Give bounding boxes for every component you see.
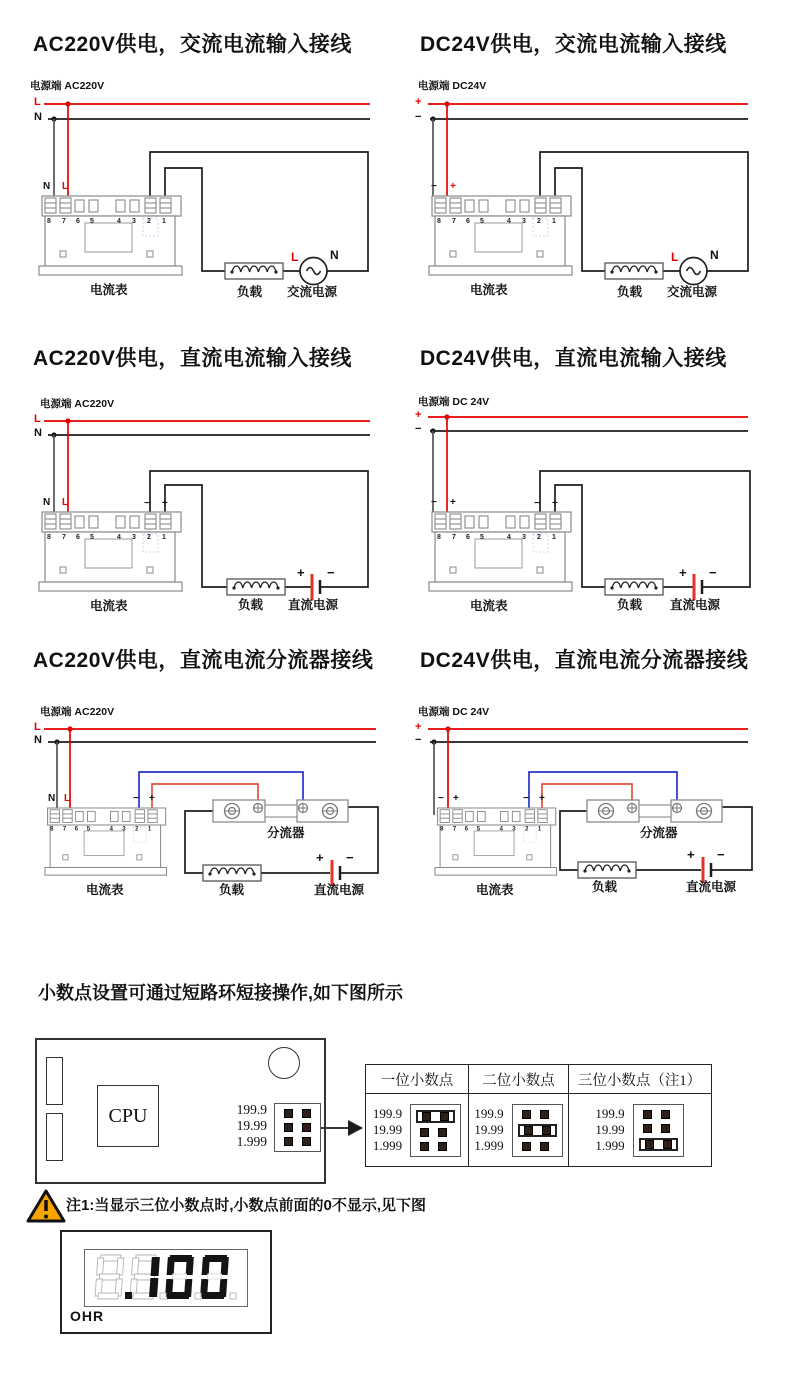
line-n-label: N (34, 427, 42, 439)
terminal-8-label: − (431, 181, 437, 192)
load-label: 负载 (238, 598, 264, 612)
diagram-6-wires (428, 726, 752, 883)
line-l-label: L (34, 96, 41, 108)
decimal-setting-heading: 小数点设置可通过短路环短接操作,如下图所示 (38, 983, 403, 1003)
line-n-label: N (34, 734, 42, 746)
terminal-1-label: + (552, 498, 558, 509)
power-terminal-label: 电源端 DC 24V (418, 396, 490, 408)
source-l-label: L (671, 250, 679, 264)
meter-display-unit (60, 1230, 272, 1334)
shunt-label: 分流器 (267, 826, 305, 840)
two-decimal-cell: 199.9 19.99 1.999 (468, 1094, 569, 1166)
meter-label: 电流表 (470, 599, 508, 613)
diagram-3-title: AC220V供电，直流电流输入接线 (33, 347, 352, 370)
terminal-8-label: − (431, 497, 437, 508)
battery-minus-label: − (717, 847, 725, 862)
source-n-label: N (710, 248, 719, 262)
board-hole (268, 1047, 300, 1079)
diagram-2-wires (428, 101, 748, 284)
diagram-5-title: AC220V供电，直流电流分流器接线 (33, 649, 374, 672)
terminal-2-label: − (144, 498, 150, 509)
power-terminal-label: 电源端 DC 24V (418, 706, 490, 718)
terminal-7-label: + (453, 793, 459, 804)
column-header: 二位小数点 (468, 1065, 569, 1093)
line-minus-label: − (415, 111, 422, 123)
power-terminal-label: 电源端 DC24V (418, 80, 487, 92)
source-label: 直流电源 (314, 883, 365, 897)
terminal-2-label: − (523, 793, 529, 804)
line-l-label: L (34, 721, 41, 733)
terminal-7-label: + (450, 181, 456, 192)
terminal-8-label: N (43, 181, 51, 192)
terminal-numbers: 8 7 6 5 4 3 2 1 (50, 826, 152, 832)
power-terminal-label: 电源端 AC220V (40, 706, 115, 718)
terminal-7-label: L (62, 181, 69, 192)
terminal-numbers: 8 7 6 5 4 3 2 1 (47, 534, 166, 541)
terminal-numbers: 8 7 6 5 4 3 2 1 (437, 218, 556, 225)
load-label: 负载 (237, 285, 263, 299)
load-label: 负载 (219, 883, 245, 897)
line-minus-label: − (415, 734, 422, 746)
warning-icon (28, 1191, 64, 1221)
line-n-label: N (34, 111, 42, 123)
diagram-1-wires (39, 101, 370, 284)
line-plus-label: + (415, 409, 422, 421)
power-terminal-label: 电源端 AC220V (40, 398, 115, 410)
column-header: 三位小数点（注1） (577, 1072, 702, 1089)
source-label: 直流电源 (670, 598, 721, 612)
cpu-chip: CPU (97, 1085, 159, 1147)
source-label: 交流电源 (667, 285, 718, 299)
source-label: 直流电源 (686, 880, 737, 894)
decimal-table-header (366, 1065, 711, 1094)
power-terminal-label: 电源端 AC220V (30, 80, 105, 92)
jumper-block-top-shorted (410, 1104, 461, 1157)
terminal-1-label: + (162, 498, 168, 509)
source-label: 交流电源 (287, 285, 338, 299)
battery-plus-label: + (316, 850, 324, 865)
line-l-label: L (34, 413, 41, 425)
battery-minus-label: − (327, 565, 335, 580)
board-slot (46, 1057, 63, 1105)
terminal-1-label: + (149, 793, 155, 804)
battery-plus-label: + (679, 565, 687, 580)
battery-minus-label: − (709, 565, 717, 580)
line-plus-label: + (415, 721, 422, 733)
load-label: 负载 (617, 598, 643, 612)
diagram-5-wires (44, 726, 378, 886)
terminal-7-label: L (62, 497, 69, 508)
terminal-1-label: + (539, 793, 545, 804)
meter-label: 电流表 (90, 599, 128, 613)
source-label: 直流电源 (288, 598, 339, 612)
source-l-label: L (291, 250, 299, 264)
load-label: 负载 (617, 285, 643, 299)
board-range-values: 199.9 19.99 1.999 (236, 1102, 267, 1149)
jumper-block (274, 1103, 321, 1152)
meter-label: 电流表 (86, 883, 124, 897)
diagram-1-title: AC220V供电，交流电流输入接线 (33, 33, 352, 56)
shunt-label: 分流器 (640, 826, 678, 840)
one-decimal-cell: 199.9 19.99 1.999 (366, 1094, 468, 1166)
line-minus-label: − (415, 423, 422, 435)
line-plus-label: + (415, 96, 422, 108)
terminal-8-label: N (48, 793, 56, 804)
diagram-3-wires (39, 418, 370, 600)
decimal-table (365, 1064, 712, 1167)
jumper-block-middle-shorted (512, 1104, 563, 1157)
column-header: 一位小数点 (380, 1072, 454, 1089)
meter-label: 电流表 (476, 883, 514, 897)
note-1-text: 注1:当显示三位小数点时,小数点前面的0不显示,见下图 (66, 1197, 427, 1214)
diagram-2-title: DC24V供电，交流电流输入接线 (420, 33, 727, 56)
diagram-4-title: DC24V供电，直流电流输入接线 (420, 347, 727, 370)
three-decimal-cell: 199.9 19.99 1.999 (569, 1094, 710, 1166)
terminal-numbers: 8 7 6 5 4 3 2 1 (47, 218, 166, 225)
terminal-2-label: − (534, 498, 540, 509)
terminal-2-label: − (133, 793, 139, 804)
diagram-6-title: DC24V供电，直流电流分流器接线 (420, 649, 749, 672)
battery-minus-label: − (346, 850, 354, 865)
cpu-board (35, 1038, 326, 1184)
terminal-8-label: − (438, 793, 444, 804)
meter-label: 电流表 (90, 283, 128, 297)
terminal-numbers: 8 7 6 5 4 3 2 1 (440, 826, 542, 832)
terminal-7-label: L (64, 793, 71, 804)
meter-label: 电流表 (470, 283, 508, 297)
terminal-numbers: 8 7 6 5 4 3 2 1 (437, 534, 556, 541)
battery-plus-label: + (687, 847, 695, 862)
board-slot (46, 1113, 63, 1161)
terminal-8-label: N (43, 497, 51, 508)
source-n-label: N (330, 248, 339, 262)
brand-logo: OHR (70, 1308, 105, 1324)
display-panel (84, 1249, 248, 1307)
jumper-block-bottom-shorted (633, 1104, 684, 1157)
battery-plus-label: + (297, 565, 305, 580)
terminal-7-label: + (450, 497, 456, 508)
diagram-4-wires (428, 414, 750, 600)
decimal-table-body (366, 1094, 711, 1166)
load-label: 负载 (592, 880, 618, 894)
